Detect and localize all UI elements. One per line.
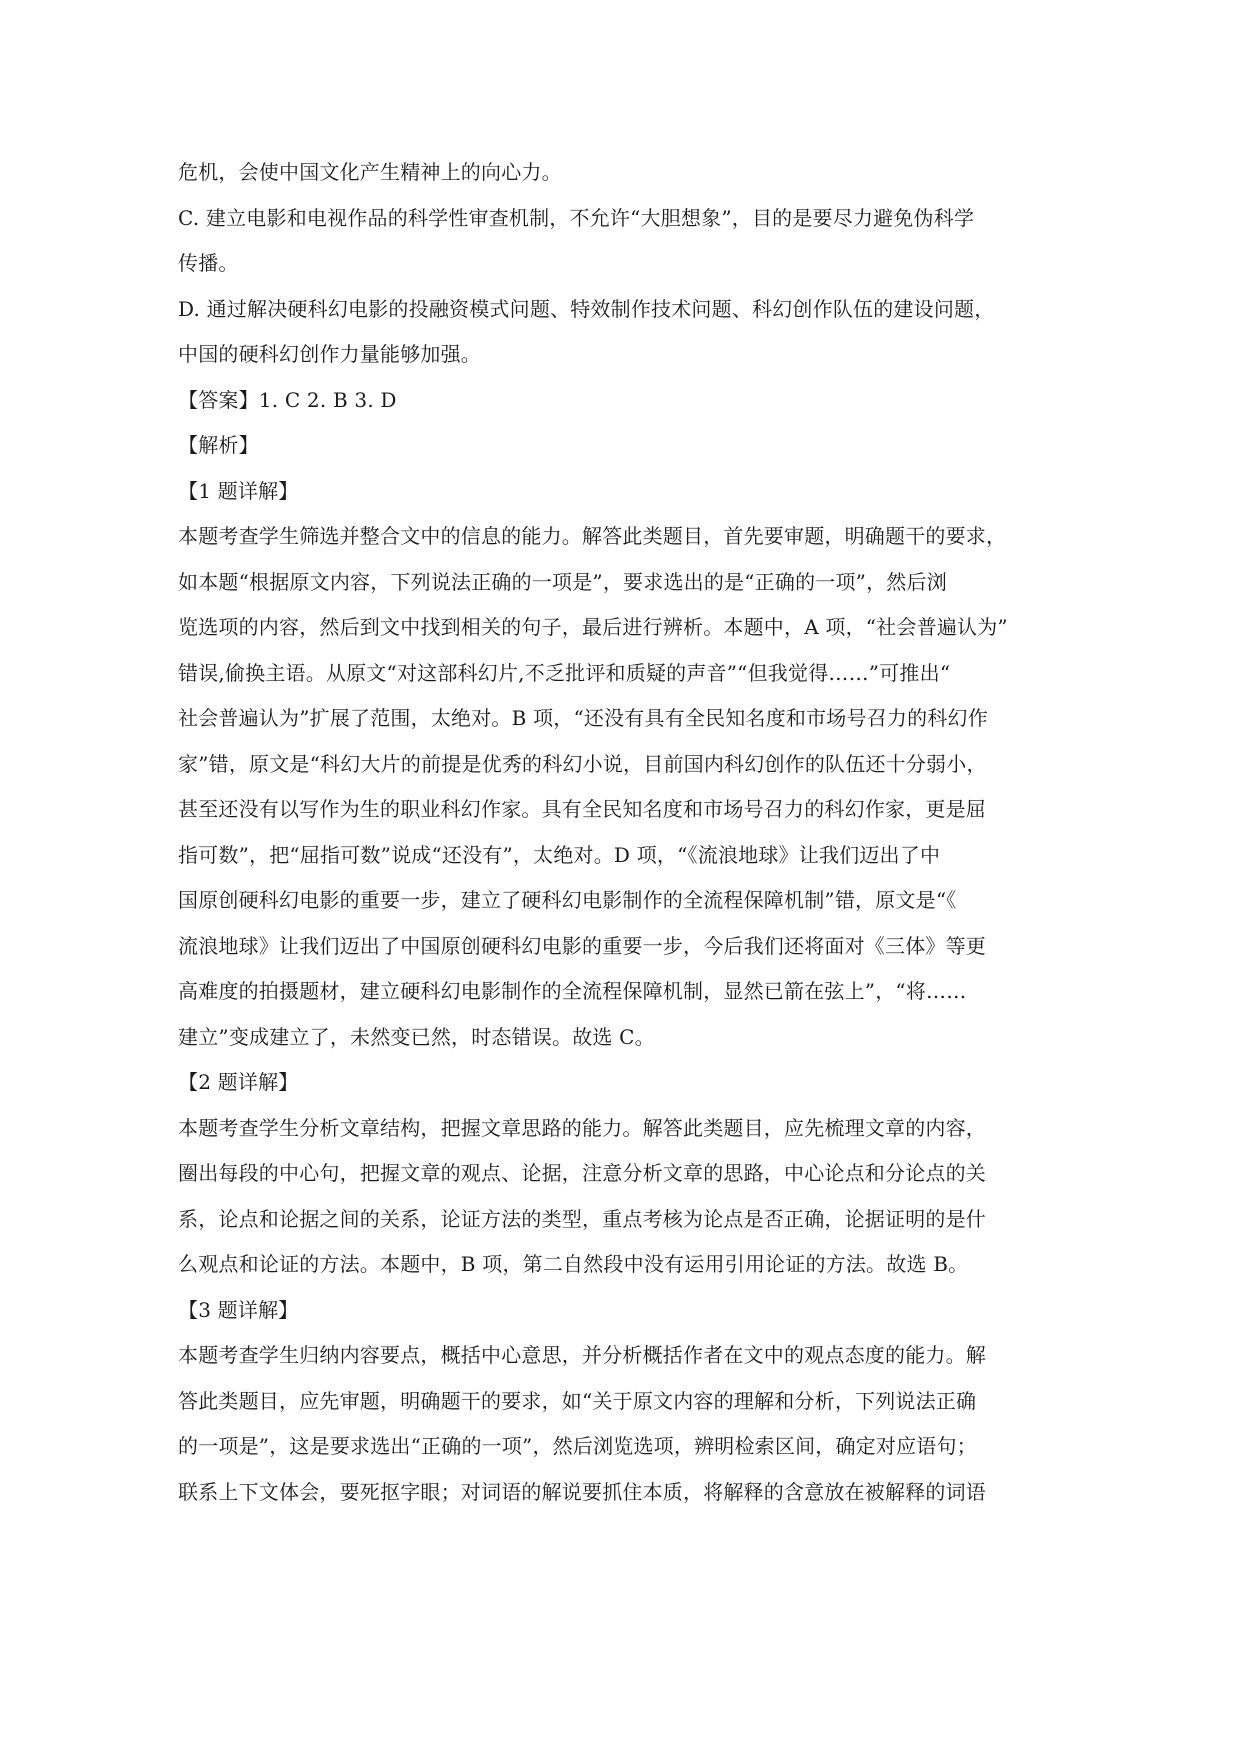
- text-line: 如本题“根据原文内容，下列说法正确的一项是”，要求选出的是“正确的一项”，然后浏: [178, 569, 947, 594]
- text-line: 国原创硬科幻电影的重要一步，建立了硬科幻电影制作的全流程保障机制”错，原文是“《: [178, 888, 957, 912]
- text-line: 本题考查学生筛选并整合文中的信息的能力。解答此类题目，首先要审题，明确题干的要求，: [178, 524, 1007, 548]
- text-line: 的一项是”，这是要求选出“正确的一项”，然后浏览选项，辨明检索区间，确定对应语句；: [178, 1434, 977, 1458]
- text-line: 危机，会使中国文化产生精神上的向心力。: [178, 160, 562, 184]
- text-line: 甚至还没有以写作为生的职业科幻作家。具有全民知名度和市场号召力的科幻作家，更是屈: [178, 797, 986, 821]
- option-d-line: D. 通过解决硬科幻电影的投融资模式问题、特效制作技术问题、科幻创作队伍的建设问题，: [178, 296, 995, 321]
- text-line: 家”错，原文是“科幻大片的前提是优秀的科幻小说，目前国内科幻创作的队伍还十分弱小，: [178, 751, 987, 776]
- text-line: 指可数”，把“屈指可数”说成“还没有”，太绝对。D 项，“《流浪地球》让我们迈出了中: [178, 842, 941, 867]
- text-line: 流浪地球》让我们迈出了中国原创硬科幻电影的重要一步，今后我们还将面对《三体》等更: [178, 933, 986, 958]
- text-line: 社会普遍认为”扩展了范围，太绝对。B 项，“还没有具有全民知名度和市场号召力的科幻作: [178, 706, 988, 730]
- text-line: 高难度的拍摄题材，建立硬科幻电影制作的全流程保障机制，显然已箭在弦上”，“将……: [178, 979, 967, 1003]
- text-line: 么观点和论证的方法。本题中，B 项，第二自然段中没有运用引用论证的方法。故选 B。: [178, 1252, 969, 1276]
- analysis-heading: 【解析】: [178, 433, 259, 457]
- text-line: 系，论点和论据之间的关系，论证方法的类型，重点考核为论点是否正确，论据证明的是什: [178, 1206, 986, 1231]
- text-line: 传播。: [178, 251, 239, 275]
- q2-detail-heading: 【2 题详解】: [178, 1070, 299, 1094]
- q1-detail-heading: 【1 题详解】: [178, 478, 299, 503]
- text-line: 圈出每段的中心句，把握文章的观点、论据，注意分析文章的思路，中心论点和分论点的关: [178, 1161, 986, 1185]
- text-line: 建立”变成建立了，未然变已然，时态错误。故选 C。: [178, 1024, 655, 1049]
- text-line: 错误,偷换主语。从原文“对这部科幻片,不乏批评和质疑的声音”“但我觉得……”可推出“: [178, 660, 951, 685]
- option-c-line: C. 建立电影和电视作品的科学性审查机制，不允许“大胆想象”，目的是要尽力避免伪科学: [178, 205, 975, 230]
- text-line: 本题考查学生归纳内容要点，概括中心意思，并分析概括作者在文中的观点态度的能力。解: [178, 1343, 986, 1367]
- text-line: 答此类题目，应先审题，明确题干的要求，如“关于原文内容的理解和分析，下列说法正确: [178, 1388, 977, 1413]
- text-line: 联系上下文体会，要死抠字眼；对词语的解说要抓住本质，将解释的含意放在被解释的词语: [178, 1479, 986, 1504]
- text-line: 中国的硬科幻创作力量能够加强。: [178, 342, 481, 366]
- text-line: 本题考查学生分析文章结构，把握文章思路的能力。解答此类题目，应先梳理文章的内容，: [178, 1115, 986, 1140]
- document-body: [178, 150, 1066, 1515]
- q3-detail-heading: 【3 题详解】: [178, 1297, 299, 1322]
- text-line: 览选项的内容，然后到文中找到相关的句子，最后进行辨析。本题中，A 项，“社会普遍认为”: [178, 615, 1008, 639]
- answer-heading: 【答案】1. C 2. B 3. D: [178, 387, 397, 412]
